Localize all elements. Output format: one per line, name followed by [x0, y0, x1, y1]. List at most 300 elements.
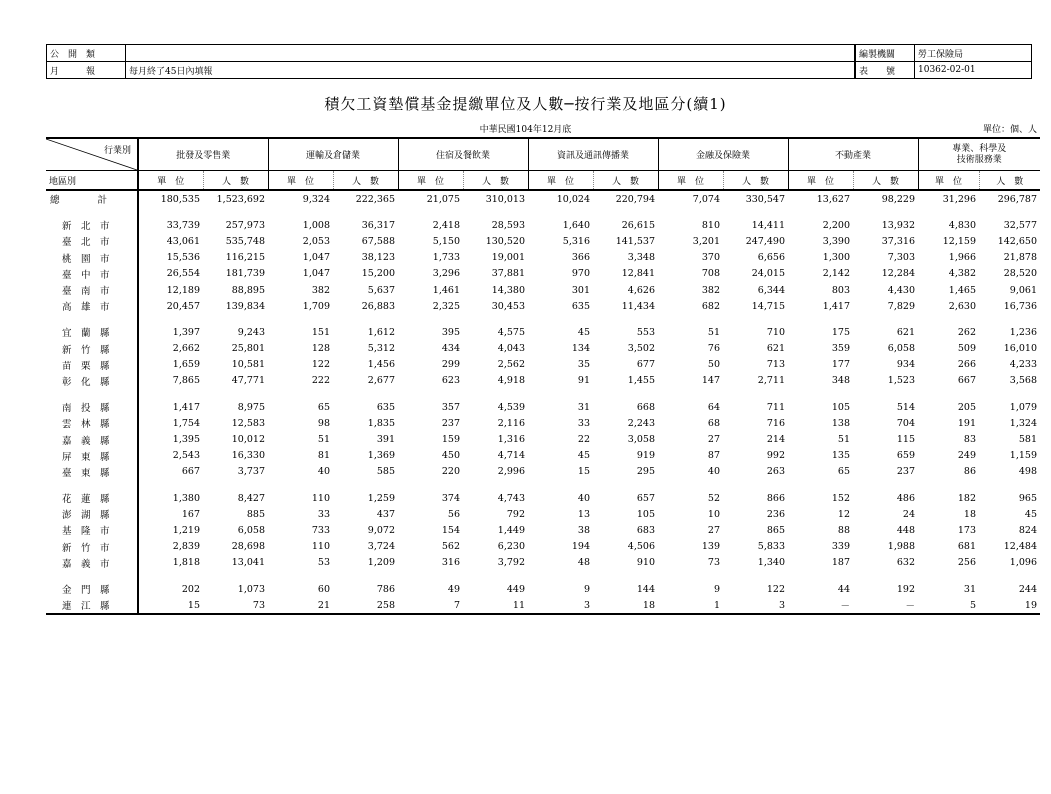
persons-subheader: 人 數: [463, 171, 528, 191]
region-name: 高 雄 市: [46, 298, 138, 314]
units-cell: 249: [957, 450, 976, 462]
units-cell: 31: [963, 583, 976, 595]
persons-subheader: 人 數: [333, 171, 398, 191]
units-cell: 10: [707, 508, 720, 520]
table-row: [46, 490, 1040, 506]
spacer-row: [46, 207, 1040, 217]
meta-form-number-value: 10362-02-01: [915, 62, 1032, 79]
persons-cell: 585: [376, 466, 395, 478]
units-cell: 7: [398, 597, 463, 614]
persons-cell: 5,833: [757, 541, 785, 553]
units-cell: 374: [441, 492, 460, 504]
units-cell: 83: [963, 434, 976, 446]
units-cell: 1,461: [432, 284, 460, 296]
persons-cell: 1,340: [757, 557, 785, 569]
units-cell: 167: [181, 508, 200, 520]
units-cell: 134: [571, 343, 590, 355]
units-cell: 45: [577, 326, 590, 338]
persons-cell: 8,975: [237, 401, 265, 413]
persons-cell: 12,484: [1003, 541, 1037, 553]
units-cell: 1,008: [302, 219, 330, 231]
units-cell: 53: [317, 557, 330, 569]
persons-cell: 5,312: [367, 343, 395, 355]
meta-frequency-value: 每月終了45日內填報: [126, 62, 855, 79]
persons-cell: 553: [636, 326, 655, 338]
units-cell: 20,457: [166, 300, 200, 312]
units-cell: 128: [311, 343, 330, 355]
units-cell: 182: [957, 492, 976, 504]
persons-cell: 237: [896, 466, 915, 478]
units-cell: 191: [957, 417, 976, 429]
persons-cell: 9,243: [237, 326, 265, 338]
table-row: [46, 190, 1040, 207]
units-cell: 1,659: [172, 359, 200, 371]
persons-cell: 26,615: [621, 219, 655, 231]
units-cell: 1,754: [172, 417, 200, 429]
industry-header: 運輸及倉儲業: [268, 138, 398, 171]
units-cell: 1,047: [302, 268, 330, 280]
units-cell: 43,061: [166, 235, 200, 247]
units-cell: 40: [317, 466, 330, 478]
persons-subheader: 人 數: [853, 171, 918, 191]
units-subheader: 單 位: [788, 171, 853, 191]
region-name: 屏 東 縣: [46, 448, 138, 464]
header-corner: [46, 138, 138, 171]
units-cell: 18: [963, 508, 976, 520]
units-subheader: 單 位: [658, 171, 723, 191]
units-cell: 139: [701, 541, 720, 553]
units-cell: 2,662: [172, 343, 200, 355]
persons-cell: 192: [896, 583, 915, 595]
persons-cell: 1,073: [237, 583, 265, 595]
units-cell: 395: [441, 326, 460, 338]
units-cell: 1,397: [172, 326, 200, 338]
region-name: 宜 蘭 縣: [46, 324, 138, 340]
units-cell: 266: [957, 359, 976, 371]
table-row: [46, 357, 1040, 373]
region-name: 嘉 義 市: [46, 555, 138, 571]
persons-cell: 1,523: [887, 375, 915, 387]
persons-cell: 12,841: [621, 268, 655, 280]
units-cell: 3,201: [692, 235, 720, 247]
units-cell: 434: [441, 343, 460, 355]
persons-cell: 716: [766, 417, 785, 429]
units-cell: 623: [441, 375, 460, 387]
persons-cell: 67,588: [361, 235, 395, 247]
persons-cell: 934: [896, 359, 915, 371]
sub-header-row: [46, 171, 1040, 191]
persons-cell: 1,096: [1009, 557, 1037, 569]
persons-cell: 14,411: [751, 219, 785, 231]
units-cell: 65: [837, 466, 850, 478]
units-cell: 1,395: [172, 434, 200, 446]
units-cell: 35: [577, 359, 590, 371]
persons-cell: 105: [636, 508, 655, 520]
persons-cell: 1,988: [887, 541, 915, 553]
persons-cell: 296,787: [997, 193, 1037, 205]
units-cell: 56: [447, 508, 460, 520]
persons-cell: 16,330: [231, 450, 265, 462]
region-name: 總 計: [46, 190, 138, 207]
units-cell: 33: [577, 417, 590, 429]
persons-cell: 14,380: [491, 284, 525, 296]
persons-cell: 1,259: [367, 492, 395, 504]
units-cell: 562: [441, 541, 460, 553]
units-cell: 202: [181, 583, 200, 595]
units-cell: 33: [317, 508, 330, 520]
units-cell: 26,554: [166, 268, 200, 280]
units-cell: 3: [528, 597, 593, 614]
persons-cell: 24: [902, 508, 915, 520]
persons-cell: 4,430: [887, 284, 915, 296]
units-cell: 635: [571, 300, 590, 312]
persons-cell: 704: [896, 417, 915, 429]
units-cell: 173: [957, 524, 976, 536]
table-row: [46, 250, 1040, 266]
persons-cell: 45: [1024, 508, 1037, 520]
persons-cell: 330,547: [745, 193, 785, 205]
units-cell: 9,324: [302, 193, 330, 205]
meta-frequency-label: 月 報: [47, 62, 126, 79]
meta-category-value: [126, 45, 855, 62]
table-row: [46, 522, 1040, 538]
persons-cell: 1,369: [367, 450, 395, 462]
industry-header: 專業、科學及 技術服務業: [918, 138, 1040, 171]
units-cell: 154: [441, 524, 460, 536]
units-cell: 348: [831, 375, 850, 387]
units-cell: 316: [441, 557, 460, 569]
persons-subheader: 人 數: [723, 171, 788, 191]
region-name: 新 竹 市: [46, 539, 138, 555]
units-cell: 91: [577, 375, 590, 387]
persons-cell: 7,829: [887, 300, 915, 312]
units-cell: 1,966: [948, 252, 976, 264]
units-cell: 1,417: [172, 401, 200, 413]
persons-cell: 141,537: [615, 235, 655, 247]
units-cell: 970: [571, 268, 590, 280]
units-cell: 5,316: [562, 235, 590, 247]
table-row: [46, 431, 1040, 447]
persons-cell: 295: [636, 466, 655, 478]
persons-cell: 32,577: [1003, 219, 1037, 231]
persons-cell: 98,229: [881, 193, 915, 205]
persons-cell: 4,233: [1009, 359, 1037, 371]
persons-cell: 18: [593, 597, 658, 614]
units-cell: 177: [831, 359, 850, 371]
persons-cell: 47,771: [231, 375, 265, 387]
units-cell: 450: [441, 450, 460, 462]
units-cell: 2,839: [172, 541, 200, 553]
units-cell: 509: [957, 343, 976, 355]
units-cell: 15,536: [166, 252, 200, 264]
units-cell: 110: [311, 492, 330, 504]
persons-cell: 792: [506, 508, 525, 520]
units-cell: 3,390: [822, 235, 850, 247]
table-row: [46, 448, 1040, 464]
units-cell: 4,830: [948, 219, 976, 231]
industry-header: 住宿及餐飲業: [398, 138, 528, 171]
units-cell: 682: [701, 300, 720, 312]
persons-cell: 247,490: [745, 235, 785, 247]
units-cell: 40: [577, 492, 590, 504]
table-row: [46, 373, 1040, 389]
persons-cell: 16,736: [1003, 300, 1037, 312]
persons-cell: 3,737: [237, 466, 265, 478]
persons-cell: 965: [1018, 492, 1037, 504]
units-cell: 31: [577, 401, 590, 413]
units-cell: 33,739: [166, 219, 200, 231]
report-date: 中華民國104年12月底: [479, 125, 572, 135]
units-subheader: 單 位: [528, 171, 593, 191]
persons-cell: 621: [766, 343, 785, 355]
units-cell: 48: [577, 557, 590, 569]
units-cell: 98: [317, 417, 330, 429]
units-cell: 256: [957, 557, 976, 569]
units-cell: 2,142: [822, 268, 850, 280]
units-cell: 122: [311, 359, 330, 371]
units-cell: 27: [707, 524, 720, 536]
units-cell: 86: [963, 466, 976, 478]
persons-cell: 222,365: [355, 193, 395, 205]
persons-cell: 73: [203, 597, 268, 614]
corner-industry-label: 行業別: [103, 146, 131, 156]
units-cell: 68: [707, 417, 720, 429]
units-cell: 2,053: [302, 235, 330, 247]
units-cell: 357: [441, 401, 460, 413]
units-cell: 21: [268, 597, 333, 614]
persons-cell: 142,650: [997, 235, 1037, 247]
region-name: 苗 栗 縣: [46, 357, 138, 373]
persons-cell: 1,835: [367, 417, 395, 429]
persons-cell: 4,626: [627, 284, 655, 296]
units-cell: 51: [707, 326, 720, 338]
persons-cell: 711: [766, 401, 785, 413]
units-cell: 76: [707, 343, 720, 355]
persons-cell: 4,506: [627, 541, 655, 553]
persons-cell: 4,714: [497, 450, 525, 462]
persons-cell: 683: [636, 524, 655, 536]
persons-cell: 214: [766, 434, 785, 446]
persons-cell: 12,583: [231, 417, 265, 429]
units-cell: 73: [707, 557, 720, 569]
persons-cell: 659: [896, 450, 915, 462]
persons-cell: 116,215: [225, 252, 265, 264]
persons-cell: 257,973: [225, 219, 265, 231]
region-name: 連 江 縣: [46, 597, 138, 614]
persons-cell: 37,881: [491, 268, 525, 280]
units-cell: 194: [571, 541, 590, 553]
units-cell: 2,543: [172, 450, 200, 462]
region-name: 新 竹 縣: [46, 341, 138, 357]
persons-cell: 2,677: [367, 375, 395, 387]
persons-cell: 13,932: [881, 219, 915, 231]
units-cell: 87: [707, 450, 720, 462]
persons-cell: 88,895: [231, 284, 265, 296]
units-cell: 1,733: [432, 252, 460, 264]
units-cell: 5: [918, 597, 979, 614]
units-subheader: 單 位: [918, 171, 979, 191]
persons-cell: 486: [896, 492, 915, 504]
region-name: 基 隆 市: [46, 522, 138, 538]
persons-cell: 3,724: [367, 541, 395, 553]
persons-subheader: 人 數: [203, 171, 268, 191]
units-cell: 1,219: [172, 524, 200, 536]
persons-cell: 115: [896, 434, 915, 446]
persons-cell: 824: [1018, 524, 1037, 536]
persons-subheader: 人 數: [979, 171, 1040, 191]
persons-cell: 28,593: [491, 219, 525, 231]
units-cell: 38: [577, 524, 590, 536]
units-cell: 2,200: [822, 219, 850, 231]
persons-cell: 677: [636, 359, 655, 371]
units-cell: 1,380: [172, 492, 200, 504]
units-cell: 7,865: [172, 375, 200, 387]
units-cell: 13: [577, 508, 590, 520]
units-cell: 9: [583, 583, 590, 595]
persons-cell: 12,284: [881, 268, 915, 280]
units-cell: 64: [707, 401, 720, 413]
persons-cell: 437: [376, 508, 395, 520]
units-cell: 803: [831, 284, 850, 296]
region-name: 臺 東 縣: [46, 464, 138, 480]
units-cell: 49: [447, 583, 460, 595]
units-cell: 159: [441, 434, 460, 446]
units-cell: 44: [837, 583, 850, 595]
units-cell: 1,818: [172, 557, 200, 569]
units-cell: 21,075: [426, 193, 460, 205]
persons-cell: 3,058: [627, 434, 655, 446]
industry-header: 資訊及通訊傳播業: [528, 138, 658, 171]
units-cell: 1,465: [948, 284, 976, 296]
persons-cell: 38,123: [361, 252, 395, 264]
persons-cell: 4,743: [497, 492, 525, 504]
units-cell: 1,047: [302, 252, 330, 264]
persons-cell: 139,834: [225, 300, 265, 312]
persons-cell: 535,748: [225, 235, 265, 247]
meta-agency-label: 編製機關: [856, 45, 915, 62]
region-name: 花 蓮 縣: [46, 490, 138, 506]
persons-cell: 5,637: [367, 284, 395, 296]
persons-cell: 786: [376, 583, 395, 595]
persons-cell: 4,043: [497, 343, 525, 355]
persons-cell: 37,316: [881, 235, 915, 247]
persons-cell: 310,013: [485, 193, 525, 205]
region-name: 嘉 義 縣: [46, 431, 138, 447]
table-row: [46, 324, 1040, 340]
meta-right-table: [855, 44, 1032, 79]
persons-cell: 4,918: [497, 375, 525, 387]
units-cell: 105: [831, 401, 850, 413]
table-row: [46, 555, 1040, 571]
persons-cell: 19: [979, 597, 1040, 614]
persons-cell: 668: [636, 401, 655, 413]
persons-cell: 919: [636, 450, 655, 462]
persons-cell: 21,878: [1003, 252, 1037, 264]
persons-cell: 2,711: [757, 375, 785, 387]
persons-cell: 263: [766, 466, 785, 478]
region-name: 新 北 市: [46, 217, 138, 233]
persons-cell: 1,324: [1009, 417, 1037, 429]
persons-cell: 11: [463, 597, 528, 614]
units-cell: 15: [138, 597, 203, 614]
data-table: [46, 137, 1040, 615]
persons-cell: 10,012: [231, 434, 265, 446]
units-cell: 237: [441, 417, 460, 429]
persons-cell: 144: [636, 583, 655, 595]
persons-cell: 11,434: [621, 300, 655, 312]
units-cell: 2,325: [432, 300, 460, 312]
units-cell: 45: [577, 450, 590, 462]
units-cell: 9: [713, 583, 720, 595]
units-cell: 1: [658, 597, 723, 614]
region-name: 臺 北 市: [46, 233, 138, 249]
persons-cell: 2,243: [627, 417, 655, 429]
region-name: 臺 南 市: [46, 282, 138, 298]
persons-cell: 1,456: [367, 359, 395, 371]
units-cell: 152: [831, 492, 850, 504]
table-row: [46, 282, 1040, 298]
persons-cell: 710: [766, 326, 785, 338]
persons-cell: 16,010: [1003, 343, 1037, 355]
spacer-row: [46, 389, 1040, 399]
persons-cell: 19,001: [491, 252, 525, 264]
persons-cell: 4,539: [497, 401, 525, 413]
units-cell: 2,630: [948, 300, 976, 312]
table-row: [46, 597, 1040, 614]
persons-cell: 30,453: [491, 300, 525, 312]
persons-cell: 13,041: [231, 557, 265, 569]
spacer-row: [46, 314, 1040, 324]
units-cell: 810: [701, 219, 720, 231]
units-cell: －: [788, 597, 853, 614]
table-body: [46, 190, 1040, 614]
persons-cell: 866: [766, 492, 785, 504]
meta-agency-value: 勞工保險局: [915, 45, 1032, 62]
persons-cell: 6,058: [237, 524, 265, 536]
persons-cell: 10,581: [231, 359, 265, 371]
persons-cell: 36,317: [361, 219, 395, 231]
units-cell: 138: [831, 417, 850, 429]
persons-cell: 1,159: [1009, 450, 1037, 462]
persons-cell: 6,656: [757, 252, 785, 264]
persons-cell: 14,715: [751, 300, 785, 312]
persons-cell: 3: [723, 597, 788, 614]
units-subheader: 單 位: [398, 171, 463, 191]
persons-cell: 1,209: [367, 557, 395, 569]
units-cell: 15: [577, 466, 590, 478]
units-cell: 60: [317, 583, 330, 595]
persons-cell: 28,698: [231, 541, 265, 553]
table-row: [46, 217, 1040, 233]
corner-region-label: 地區別: [46, 171, 138, 191]
units-cell: 88: [837, 524, 850, 536]
units-cell: 13,627: [816, 193, 850, 205]
table-row: [46, 341, 1040, 357]
units-cell: 151: [311, 326, 330, 338]
units-cell: 1,640: [562, 219, 590, 231]
persons-cell: 9,061: [1009, 284, 1037, 296]
region-name: 雲 林 縣: [46, 415, 138, 431]
region-name: 桃 園 市: [46, 250, 138, 266]
persons-cell: 220,794: [615, 193, 655, 205]
persons-cell: 28,520: [1003, 268, 1037, 280]
units-cell: 370: [701, 252, 720, 264]
persons-cell: 3,792: [497, 557, 525, 569]
units-cell: 222: [311, 375, 330, 387]
persons-cell: 498: [1018, 466, 1037, 478]
units-cell: 135: [831, 450, 850, 462]
units-cell: 339: [831, 541, 850, 553]
